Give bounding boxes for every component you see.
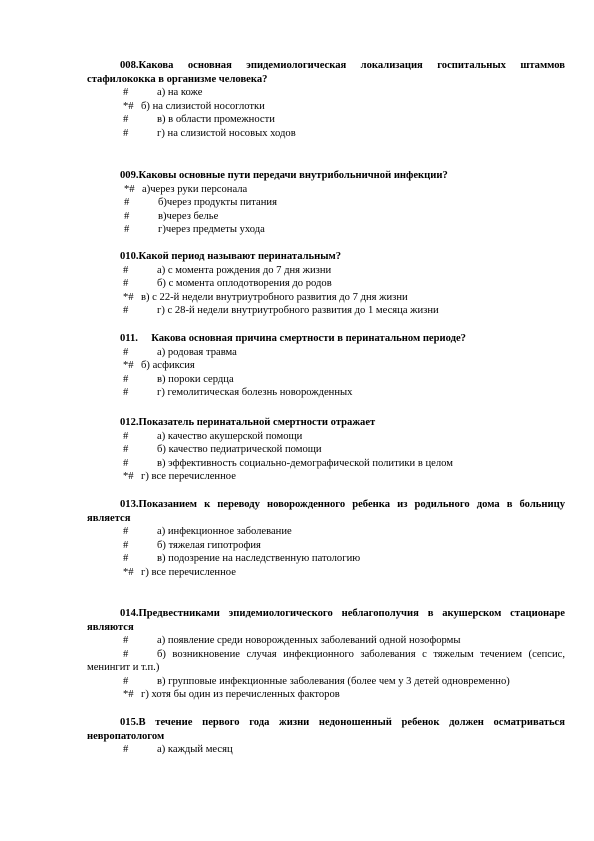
answer-option: # в) эффективность социально-демографической политики в целом: [123, 457, 453, 469]
answer-option-correct: *# г) все перечисленное: [123, 566, 236, 578]
answer-option: # б) возникновение случая инфекционного заболевания с тяжелым течением (сепсис, менингит и т.п.): [87, 648, 565, 673]
answer-option: # в) подозрение на наследственную патологию: [123, 553, 361, 564]
question-title: 010.Какой период называют перинатальным?: [120, 251, 342, 262]
question-title: 015.В течение первого года жизни недоношенный ребенок должен осматриваться невропатологом: [87, 717, 565, 742]
answer-option: # а) инфекционное заболевание: [123, 526, 292, 537]
question-011: [87, 332, 565, 400]
question-title: 008.Какова основная эпидемиологическая локализация госпитальных штаммов стафилококка в организме человека?: [87, 60, 565, 85]
answer-option: # г) гемолитическая болезнь новорожденных: [123, 387, 353, 398]
answer-option: # в) в области промежности: [123, 114, 275, 125]
answer-option: # б) тяжелая гипотрофия: [123, 539, 261, 551]
answer-option-correct: *# б) асфиксия: [123, 360, 195, 371]
answer-option: # в) групповые инфекционные заболевания (более чем у 3 детей одновременно): [123, 675, 510, 687]
answer-option: # б)через продукты питания: [124, 197, 277, 208]
answer-option: # а) качество акушерской помощи: [123, 430, 303, 442]
question-008: [87, 59, 565, 140]
answer-option-correct: *# г) хотя бы один из перечисленных факторов: [123, 689, 340, 700]
question-010: [87, 250, 565, 318]
answer-option: # а) на коже: [123, 87, 203, 98]
answer-option: # г) с 28-й недели внутриутробного развития до 1 месяца жизни: [123, 305, 439, 316]
answer-option-correct: *# г) все перечисленное: [123, 471, 236, 482]
answer-option-correct: *# в) с 22-й недели внутриутробного развития до 7 дня жизни: [123, 291, 408, 303]
question-title: 011. Какова основная причина смертности в перинатальном периоде?: [120, 333, 466, 344]
question-012: [87, 416, 565, 484]
answer-option: # а) каждый месяц: [123, 744, 233, 755]
answer-option: # в)через белье: [124, 210, 219, 222]
question-013: [87, 498, 565, 579]
question-015: [87, 716, 565, 757]
question-title: 009.Каковы основные пути передачи внутрибольничной инфекции?: [120, 170, 448, 181]
answer-option: # г) на слизистой носовых ходов: [123, 127, 296, 139]
answer-option-correct: *# б) на слизистой носоглотки: [123, 100, 265, 112]
answer-option: # а) с момента рождения до 7 дня жизни: [123, 264, 332, 276]
question-title: 013.Показанием к переводу новорожденного ребенка из родильного дома в больницу является: [87, 499, 565, 524]
answer-option: # а) появление среди новорожденных заболеваний одной нозоформы: [123, 635, 461, 646]
answer-option: # б) с момента оплодотворения до родов: [123, 278, 332, 289]
answer-option-correct: *# а)через руки персонала: [124, 183, 248, 195]
question-title: 014.Предвестниками эпидемиологического неблагополучия в акушерском стационаре являются: [87, 608, 565, 633]
question-014: [87, 607, 565, 702]
answer-option: # а) родовая травма: [123, 346, 237, 358]
answer-option: # в) пороки сердца: [123, 373, 234, 385]
question-title: 012.Показатель перинатальной смертности отражает: [120, 417, 376, 428]
answer-option: # г)через предметы ухода: [124, 224, 265, 235]
answer-option: # б) качество педиатрической помощи: [123, 444, 322, 455]
question-009: [87, 169, 565, 237]
